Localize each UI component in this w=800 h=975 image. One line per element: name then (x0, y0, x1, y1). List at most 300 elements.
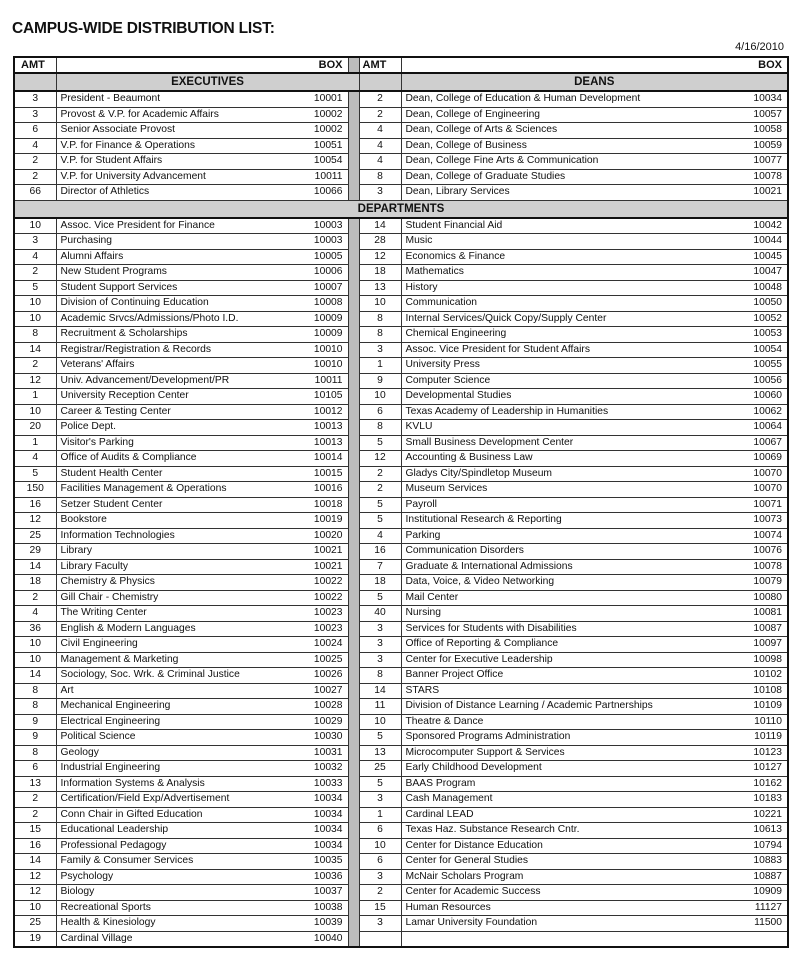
box-number: 10079 (728, 575, 788, 591)
amount-cell: 13 (359, 280, 401, 296)
separator (348, 575, 359, 591)
table-row (14, 420, 788, 436)
amt-header: AMT (14, 57, 56, 73)
separator (348, 57, 359, 73)
table-row (14, 590, 788, 606)
box-number: 10005 (292, 249, 348, 265)
box-number: 10024 (292, 637, 348, 653)
box-number: 10006 (292, 265, 348, 281)
recipient-name: Geology (56, 745, 292, 761)
separator (348, 823, 359, 839)
separator (348, 311, 359, 327)
box-number: 10009 (292, 311, 348, 327)
box-number: 10030 (292, 730, 348, 746)
amount-cell: 1 (14, 435, 56, 451)
recipient-name: Senior Associate Provost (56, 123, 292, 139)
box-number: 10014 (292, 451, 348, 467)
recipient-name: Student Support Services (56, 280, 292, 296)
amount-cell: 6 (359, 854, 401, 870)
table-row (14, 389, 788, 405)
box-number: 10108 (728, 683, 788, 699)
recipient-name: Career & Testing Center (56, 404, 292, 420)
amount-cell: 9 (14, 714, 56, 730)
recipient-name: Recruitment & Scholarships (56, 327, 292, 343)
recipient-name: Mechanical Engineering (56, 699, 292, 715)
amount-cell: 25 (14, 528, 56, 544)
recipient-name: President - Beaumont (56, 91, 292, 107)
recipient-name: Art (56, 683, 292, 699)
recipient-name: Library (56, 544, 292, 560)
box-number (728, 931, 788, 947)
box-number: 10054 (728, 342, 788, 358)
recipient-name: Services for Students with Disabilities (401, 621, 728, 637)
recipient-name: Data, Voice, & Video Networking (401, 575, 728, 591)
table-row (14, 575, 788, 591)
box-number: 10021 (292, 559, 348, 575)
recipient-name: Microcomputer Support & Services (401, 745, 728, 761)
amount-cell: 25 (14, 916, 56, 932)
table-row (14, 621, 788, 637)
amount-cell: 3 (359, 637, 401, 653)
box-number: 10010 (292, 358, 348, 374)
amount-cell: 4 (14, 138, 56, 154)
box-number: 10052 (728, 311, 788, 327)
recipient-name: Certification/Field Exp/Advertisement (56, 792, 292, 808)
amount-cell: 19 (14, 931, 56, 947)
amount-cell: 10 (14, 218, 56, 234)
recipient-name: Museum Services (401, 482, 728, 498)
amount-cell: 14 (14, 854, 56, 870)
separator (348, 435, 359, 451)
amount-cell: 10 (14, 637, 56, 653)
box-number: 10062 (728, 404, 788, 420)
box-number: 10067 (728, 435, 788, 451)
amount-cell: 66 (14, 185, 56, 201)
amount-cell: 3 (359, 792, 401, 808)
amount-cell: 10 (359, 389, 401, 405)
box-number: 10064 (728, 420, 788, 436)
recipient-name: Office of Audits & Compliance (56, 451, 292, 467)
separator (348, 559, 359, 575)
box-number: 10080 (728, 590, 788, 606)
box-number: 10016 (292, 482, 348, 498)
box-number: 10002 (292, 107, 348, 123)
box-number: 10008 (292, 296, 348, 312)
box-number: 10048 (728, 280, 788, 296)
amount-cell: 2 (14, 590, 56, 606)
recipient-name: Human Resources (401, 900, 728, 916)
box-number: 10074 (728, 528, 788, 544)
box-number: 10109 (728, 699, 788, 715)
table-row (14, 107, 788, 123)
table-row (14, 265, 788, 281)
recipient-name: BAAS Program (401, 776, 728, 792)
table-row (14, 559, 788, 575)
separator (348, 652, 359, 668)
box-number: 10097 (728, 637, 788, 653)
box-number: 10015 (292, 466, 348, 482)
table-row (14, 792, 788, 808)
table-row (14, 123, 788, 139)
amount-cell: 18 (359, 265, 401, 281)
document-date: 4/16/2010 (735, 41, 784, 53)
table-row (14, 528, 788, 544)
table-row (14, 218, 788, 234)
recipient-name: Mail Center (401, 590, 728, 606)
separator (348, 761, 359, 777)
separator (348, 327, 359, 343)
box-number: 10183 (728, 792, 788, 808)
recipient-name: Political Science (56, 730, 292, 746)
recipient-name: Center for Distance Education (401, 838, 728, 854)
separator (348, 621, 359, 637)
recipient-name: Internal Services/Quick Copy/Supply Center (401, 311, 728, 327)
amount-cell: 1 (359, 358, 401, 374)
recipient-name: Communication Disorders (401, 544, 728, 560)
section-header-row (14, 73, 788, 91)
separator (348, 590, 359, 606)
document-title: CAMPUS-WIDE DISTRIBUTION LIST: (12, 20, 275, 37)
box-number: 10003 (292, 234, 348, 250)
recipient-name: Division of Continuing Education (56, 296, 292, 312)
recipient-name: Academic Srvcs/Admissions/Photo I.D. (56, 311, 292, 327)
box-number: 10105 (292, 389, 348, 405)
amount-cell: 6 (359, 823, 401, 839)
box-number: 10039 (292, 916, 348, 932)
separator (348, 699, 359, 715)
box-number: 10020 (292, 528, 348, 544)
amount-cell: 8 (359, 311, 401, 327)
box-number: 10040 (292, 931, 348, 947)
amount-cell: 3 (359, 621, 401, 637)
table-row (14, 869, 788, 885)
table-row (14, 854, 788, 870)
box-number: 10794 (728, 838, 788, 854)
recipient-name: Parking (401, 528, 728, 544)
box-number: 10060 (728, 389, 788, 405)
amount-cell: 18 (359, 575, 401, 591)
box-number: 11127 (728, 900, 788, 916)
amount-cell: 10 (14, 404, 56, 420)
separator (348, 342, 359, 358)
amount-cell: 5 (14, 466, 56, 482)
amount-cell: 13 (14, 776, 56, 792)
table-row (14, 154, 788, 170)
recipient-name: Cash Management (401, 792, 728, 808)
recipient-name: Univ. Advancement/Development/PR (56, 373, 292, 389)
recipient-name: Graduate & International Admissions (401, 559, 728, 575)
amount-cell: 2 (14, 807, 56, 823)
recipient-name: Sociology, Soc. Wrk. & Criminal Justice (56, 668, 292, 684)
amount-cell: 10 (14, 900, 56, 916)
table-row (14, 342, 788, 358)
recipient-name: Communication (401, 296, 728, 312)
amount-cell: 3 (359, 869, 401, 885)
box-number: 10037 (292, 885, 348, 901)
amount-cell: 5 (359, 730, 401, 746)
amount-cell: 12 (359, 249, 401, 265)
amount-cell: 5 (359, 513, 401, 529)
box-number: 10010 (292, 342, 348, 358)
amount-cell: 10 (14, 311, 56, 327)
box-number: 10038 (292, 900, 348, 916)
recipient-name: Industrial Engineering (56, 761, 292, 777)
amount-cell: 5 (14, 280, 56, 296)
box-number: 10018 (292, 497, 348, 513)
separator (348, 249, 359, 265)
box-number: 10162 (728, 776, 788, 792)
recipient-name (401, 931, 728, 947)
amount-cell: 10 (359, 296, 401, 312)
amount-cell: 14 (14, 342, 56, 358)
box-number: 10078 (728, 559, 788, 575)
amount-cell: 8 (359, 668, 401, 684)
box-number: 10119 (728, 730, 788, 746)
amount-cell: 3 (359, 185, 401, 201)
box-number: 10019 (292, 513, 348, 529)
box-number: 10034 (292, 838, 348, 854)
box-number: 10056 (728, 373, 788, 389)
table-row (14, 606, 788, 622)
box-number: 10027 (292, 683, 348, 699)
box-number: 10013 (292, 420, 348, 436)
box-number: 10078 (728, 169, 788, 185)
box-number: 10098 (728, 652, 788, 668)
recipient-name: Cardinal Village (56, 931, 292, 947)
amount-cell: 4 (359, 154, 401, 170)
table-row (14, 327, 788, 343)
table-row (14, 311, 788, 327)
separator (348, 838, 359, 854)
recipient-name: Chemistry & Physics (56, 575, 292, 591)
recipient-name: Student Financial Aid (401, 218, 728, 234)
recipient-name: University Reception Center (56, 389, 292, 405)
amount-cell: 7 (359, 559, 401, 575)
separator (348, 792, 359, 808)
recipient-name: Small Business Development Center (401, 435, 728, 451)
amount-cell: 36 (14, 621, 56, 637)
recipient-name: Division of Distance Learning / Academic Partnerships (401, 699, 728, 715)
box-number: 10070 (728, 482, 788, 498)
box-number: 10073 (728, 513, 788, 529)
amount-cell: 8 (14, 745, 56, 761)
amount-cell: 4 (359, 528, 401, 544)
box-number: 10102 (728, 668, 788, 684)
column-header-row (14, 57, 788, 73)
separator (348, 154, 359, 170)
table-row (14, 296, 788, 312)
recipient-name: Visitor's Parking (56, 435, 292, 451)
box-number: 10034 (292, 807, 348, 823)
separator (348, 513, 359, 529)
amount-cell: 150 (14, 482, 56, 498)
recipient-name: McNair Scholars Program (401, 869, 728, 885)
separator (348, 854, 359, 870)
separator (348, 389, 359, 405)
table-row (14, 838, 788, 854)
recipient-name: Police Dept. (56, 420, 292, 436)
box-number: 10909 (728, 885, 788, 901)
amount-cell: 5 (359, 497, 401, 513)
box-number: 10025 (292, 652, 348, 668)
recipient-name: Center for General Studies (401, 854, 728, 870)
recipient-name: Gill Chair - Chemistry (56, 590, 292, 606)
amount-cell: 4 (359, 138, 401, 154)
box-number: 10023 (292, 606, 348, 622)
amount-cell: 9 (14, 730, 56, 746)
separator (348, 420, 359, 436)
table-row (14, 807, 788, 823)
amount-cell: 14 (14, 559, 56, 575)
recipient-name: Veterans' Affairs (56, 358, 292, 374)
box-number: 10011 (292, 169, 348, 185)
amount-cell: 12 (14, 885, 56, 901)
amount-cell: 16 (14, 497, 56, 513)
box-number: 10021 (292, 544, 348, 560)
amount-cell: 2 (359, 91, 401, 107)
separator (348, 528, 359, 544)
separator (348, 544, 359, 560)
table-row (14, 761, 788, 777)
amount-cell: 2 (14, 265, 56, 281)
recipient-name: V.P. for University Advancement (56, 169, 292, 185)
box-number: 10022 (292, 590, 348, 606)
amount-cell: 12 (14, 513, 56, 529)
box-number: 10021 (728, 185, 788, 201)
table-row (14, 435, 788, 451)
recipient-name: Purchasing (56, 234, 292, 250)
recipient-name: Chemical Engineering (401, 327, 728, 343)
recipient-name: Facilities Management & Operations (56, 482, 292, 498)
separator (348, 606, 359, 622)
recipient-name: Recreational Sports (56, 900, 292, 916)
amount-cell: 9 (359, 373, 401, 389)
amount-cell: 5 (359, 435, 401, 451)
box-number: 10045 (728, 249, 788, 265)
box-number: 10007 (292, 280, 348, 296)
recipient-name: University Press (401, 358, 728, 374)
recipient-name: Information Technologies (56, 528, 292, 544)
recipient-name: Information Systems & Analysis (56, 776, 292, 792)
amount-cell: 11 (359, 699, 401, 715)
table-row (14, 373, 788, 389)
recipient-name: Institutional Research & Reporting (401, 513, 728, 529)
amount-cell: 15 (359, 900, 401, 916)
table-row (14, 745, 788, 761)
recipient-name: English & Modern Languages (56, 621, 292, 637)
amount-cell: 4 (14, 451, 56, 467)
separator (348, 730, 359, 746)
separator (348, 466, 359, 482)
amount-cell: 8 (14, 327, 56, 343)
amount-cell: 28 (359, 234, 401, 250)
box-number: 10029 (292, 714, 348, 730)
recipient-name: Office of Reporting & Compliance (401, 637, 728, 653)
recipient-name: Cardinal LEAD (401, 807, 728, 823)
amount-cell: 2 (359, 466, 401, 482)
box-number: 10123 (728, 745, 788, 761)
table-row (14, 776, 788, 792)
recipient-name: Director of Athletics (56, 185, 292, 201)
recipient-name: New Student Programs (56, 265, 292, 281)
recipient-name: V.P. for Finance & Operations (56, 138, 292, 154)
amount-cell: 5 (359, 776, 401, 792)
amount-cell: 8 (359, 420, 401, 436)
table-row (14, 466, 788, 482)
separator (348, 185, 359, 201)
amount-cell: 4 (14, 606, 56, 622)
amount-cell: 8 (359, 327, 401, 343)
recipient-name: Alumni Affairs (56, 249, 292, 265)
recipient-name: V.P. for Student Affairs (56, 154, 292, 170)
amount-cell: 29 (14, 544, 56, 560)
recipient-name: Educational Leadership (56, 823, 292, 839)
box-number: 10034 (292, 823, 348, 839)
box-number: 10003 (292, 218, 348, 234)
recipient-name: Provost & V.P. for Academic Affairs (56, 107, 292, 123)
box-number: 10009 (292, 327, 348, 343)
box-number: 10044 (728, 234, 788, 250)
section-header-row (14, 200, 788, 218)
separator (348, 916, 359, 932)
separator (348, 714, 359, 730)
recipient-name: Library Faculty (56, 559, 292, 575)
table-row (14, 714, 788, 730)
recipient-name: Sponsored Programs Administration (401, 730, 728, 746)
amount-cell: 13 (359, 745, 401, 761)
recipient-name: Civil Engineering (56, 637, 292, 653)
separator (348, 218, 359, 234)
amount-cell: 10 (359, 838, 401, 854)
box-number: 10071 (728, 497, 788, 513)
amount-cell: 4 (14, 249, 56, 265)
recipient-name: STARS (401, 683, 728, 699)
recipient-name: Music (401, 234, 728, 250)
amount-cell: 6 (14, 123, 56, 139)
recipient-name: Theatre & Dance (401, 714, 728, 730)
box-number: 10022 (292, 575, 348, 591)
box-number: 10127 (728, 761, 788, 777)
box-number: 10011 (292, 373, 348, 389)
separator (348, 296, 359, 312)
recipient-name: History (401, 280, 728, 296)
box-number: 10032 (292, 761, 348, 777)
separator (348, 745, 359, 761)
separator (348, 107, 359, 123)
amount-cell: 2 (359, 885, 401, 901)
section-deans: DEANS (401, 73, 788, 91)
amount-cell: 6 (359, 404, 401, 420)
box-number: 10026 (292, 668, 348, 684)
box-number: 10033 (292, 776, 348, 792)
recipient-name: Texas Academy of Leadership in Humanities (401, 404, 728, 420)
recipient-name: Computer Science (401, 373, 728, 389)
table-row (14, 668, 788, 684)
amount-cell: 2 (14, 154, 56, 170)
recipient-name: Early Childhood Development (401, 761, 728, 777)
box-number: 10070 (728, 466, 788, 482)
box-number: 10042 (728, 218, 788, 234)
distribution-table (13, 56, 789, 948)
amount-cell: 2 (14, 358, 56, 374)
box-number: 10051 (292, 138, 348, 154)
recipient-name: Payroll (401, 497, 728, 513)
amount-cell: 2 (359, 482, 401, 498)
table-row (14, 683, 788, 699)
amount-cell: 8 (359, 169, 401, 185)
separator (348, 497, 359, 513)
separator (348, 776, 359, 792)
